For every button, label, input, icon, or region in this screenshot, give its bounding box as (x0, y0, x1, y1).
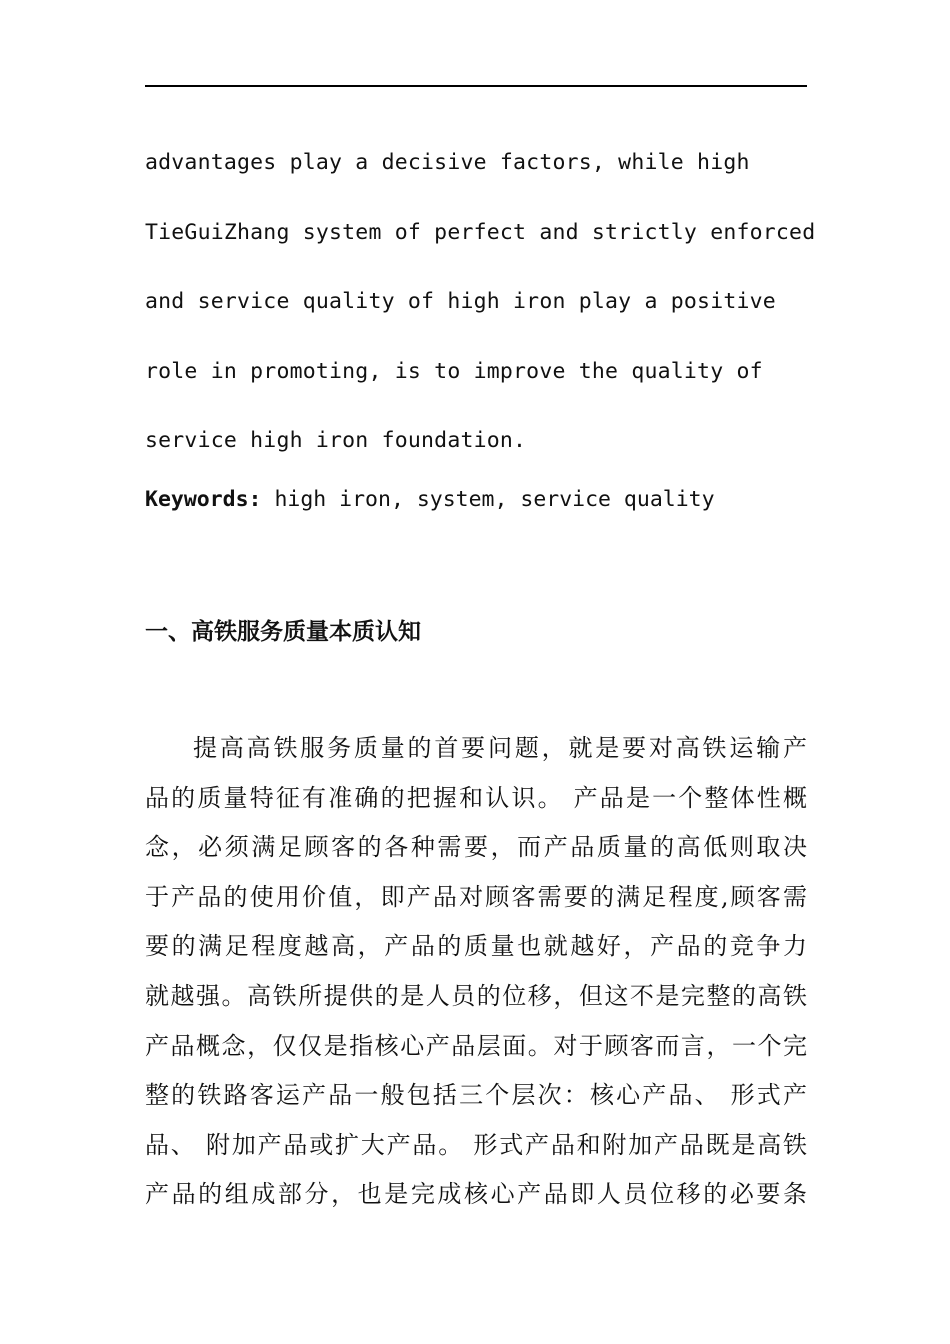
english-abstract (145, 128, 816, 476)
paragraph-line: 品的质量特征有准确的把握和认识。 产品是一个整体性概 (145, 783, 807, 812)
paragraph-line: 提高高铁服务质量的首要问题，就是要对高铁运输产 (193, 734, 807, 762)
abstract-line: TieGuiZhang system of perfect and strictly enforced (145, 219, 816, 245)
paragraph-line: 就越强。高铁所提供的是人员的位移，但这不是完整的高铁 (145, 981, 807, 1010)
keywords-line (145, 484, 807, 516)
paragraph-line: 品、 附加产品或扩大产品。 形式产品和附加产品既是高铁 (145, 1130, 807, 1159)
paragraph-line: 念，必须满足顾客的各种需要，而产品质量的高低则取决 (145, 833, 807, 862)
paragraph-line: 要的满足程度越高，产品的质量也就越好，产品的竞争力 (145, 932, 807, 961)
paragraph-line: 产品概念，仅仅是指核心产品层面。对于顾客而言，一个完 (145, 1031, 807, 1060)
body-paragraph (145, 724, 807, 1220)
paragraph-line: 产品的组成部分，也是完成核心产品即人员位移的必要条 (145, 1180, 807, 1209)
paragraph-line: 于产品的使用价值，即产品对顾客需要的满足程度,顾客需 (145, 882, 807, 911)
abstract-line: advantages play a decisive factors, while high (145, 150, 750, 175)
abstract-line: role in promoting, is to improve the quality of (145, 358, 763, 384)
paragraph-line: 整的铁路客运产品一般包括三个层次：核心产品、 形式产 (145, 1081, 807, 1110)
keywords-value: high iron, system, service quality (261, 487, 715, 512)
header-rule (145, 85, 807, 87)
abstract-line: service high iron foundation. (145, 428, 527, 453)
section-heading: 一、高铁服务质量本质认知 (145, 619, 421, 645)
abstract-line: and service quality of high iron play a positive (145, 289, 776, 314)
keywords-label: Keywords: (145, 487, 262, 512)
